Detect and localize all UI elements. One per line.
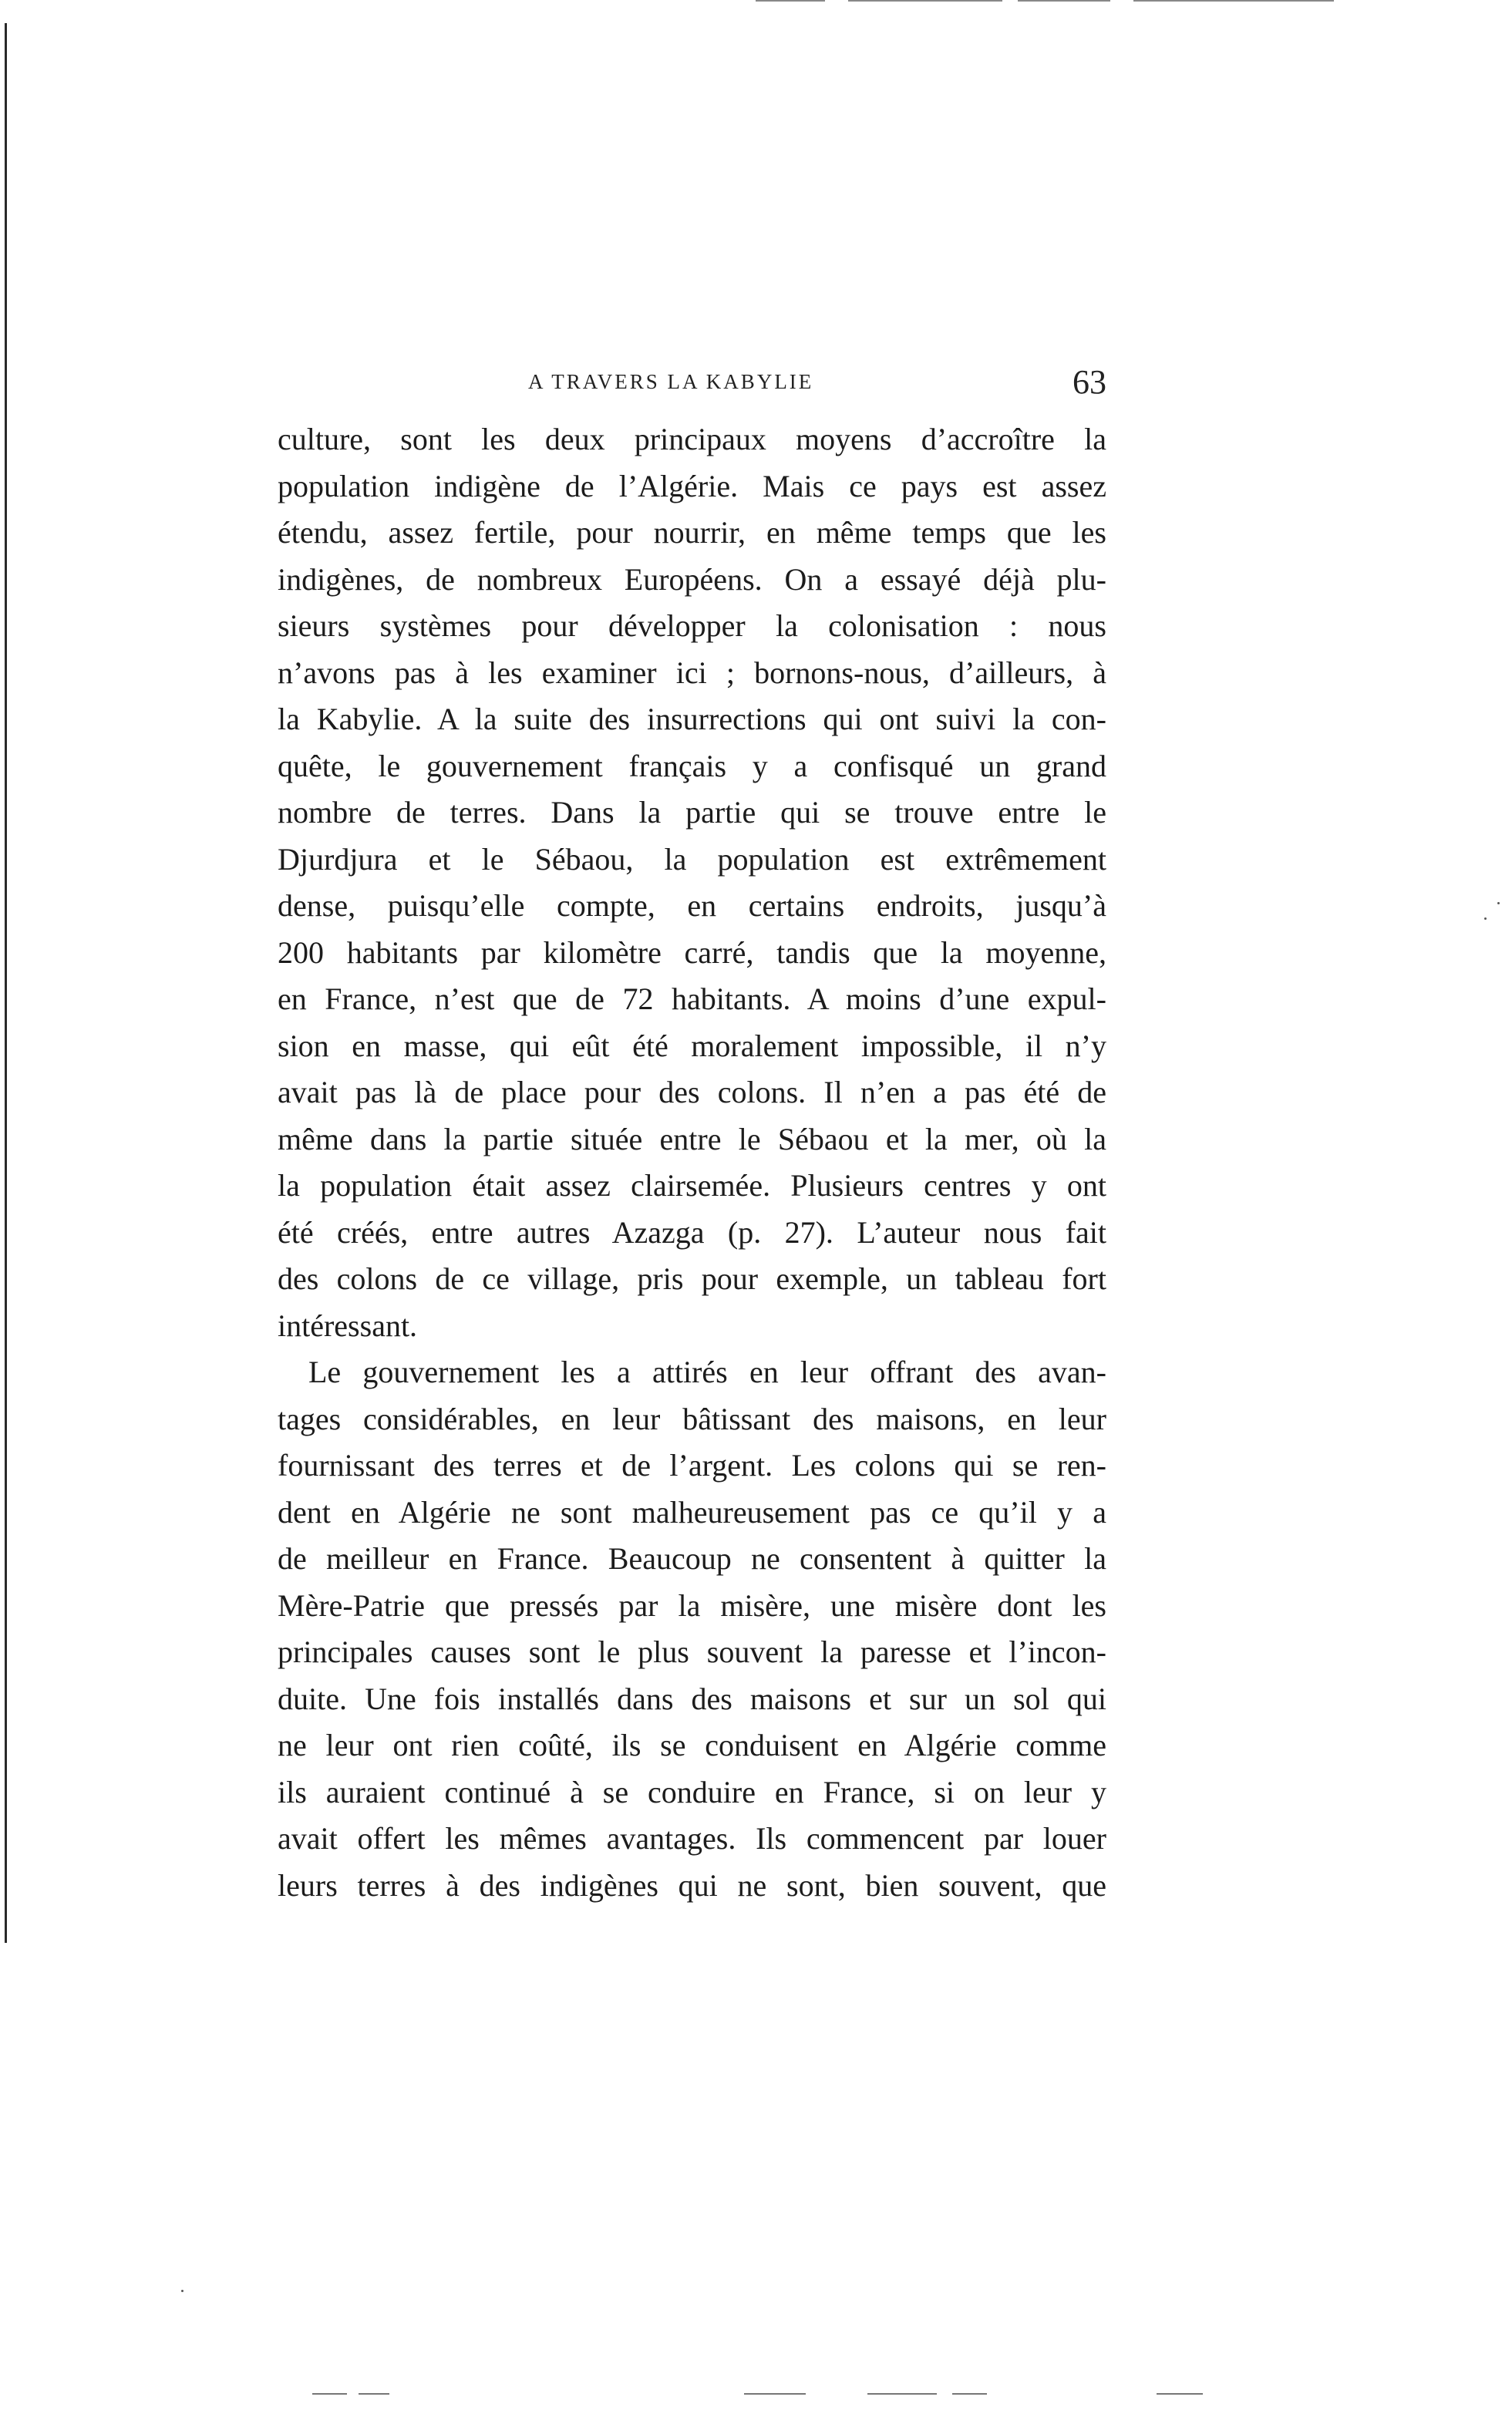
scan-artifact-bottom <box>952 2393 987 2395</box>
body-text <box>278 416 1106 1909</box>
text-line: population indigène de l’Algérie. Mais ce pays est assez <box>278 468 1106 503</box>
text-line: n’avons pas à les examiner ici ; bornons-nous, d’ailleurs, à <box>278 655 1106 690</box>
text-line: fournissant des terres et de l’argent. Les colons qui se ren- <box>278 1448 1106 1483</box>
text-line: nombre de terres. Dans la partie qui se trouve entre le <box>278 795 1106 830</box>
text-line: dense, puisqu’elle compte, en certains endroits, jusqu’à <box>278 888 1106 923</box>
text-line: la Kabylie. A la suite des insurrections qui ont suivi la con- <box>278 702 1106 736</box>
page-number: 63 <box>1073 363 1106 401</box>
text-line: ne leur ont rien coûté, ils se conduisent en Algérie comme <box>278 1728 1106 1762</box>
text-line: sieurs systèmes pour développer la colonisation : nous <box>278 608 1106 643</box>
scan-artifact-bottom <box>867 2393 937 2395</box>
text-line: de meilleur en France. Beaucoup ne consentent à quitter la <box>278 1541 1106 1576</box>
text-line: la population était assez clairsemée. Plusieurs centres y ont <box>278 1168 1106 1203</box>
text-line: dent en Algérie ne sont malheureusement pas ce qu’il y a <box>278 1494 1106 1530</box>
text-line: même dans la partie située entre le Sébaou et la mer, où la <box>278 1121 1106 1156</box>
scan-artifact-top <box>1018 0 1110 2</box>
scan-artifact-bottom <box>312 2393 347 2395</box>
text-line: tages considérables, en leur bâtissant des maisons, en leur <box>278 1401 1106 1436</box>
text-line: avait offert les mêmes avantages. Ils commencent par louer <box>278 1821 1106 1856</box>
text-line: culture, sont les deux principaux moyens d’accroître la <box>278 422 1106 456</box>
scan-artifact-bottom <box>359 2393 389 2395</box>
text-line: duite. Une fois installés dans des maisons et sur un sol qui <box>278 1681 1106 1716</box>
text-line: des colons de ce village, pris pour exemple, un tableau fort <box>278 1261 1106 1296</box>
text-line: quête, le gouvernement français y a confisqué un grand <box>278 748 1106 783</box>
text-line: leurs terres à des indigènes qui ne sont, bien souvent, que <box>278 1867 1106 1903</box>
scan-artifact-bottom <box>1157 2393 1203 2395</box>
text-line: Le gouvernement les a attirés en leur offrant des avan- <box>308 1355 1106 1389</box>
text-line: principales causes sont le plus souvent la paresse et l’incon- <box>278 1634 1106 1669</box>
scan-artifact-top <box>848 0 1002 2</box>
text-line: 200 habitants par kilomètre carré, tandis que la moyenne, <box>278 934 1106 970</box>
scan-speck <box>181 2290 184 2292</box>
text-line: indigènes, de nombreux Européens. On a essayé déjà plu- <box>278 561 1106 597</box>
scan-speck <box>1484 917 1487 920</box>
text-line: intéressant. <box>278 1308 418 1343</box>
running-title: A TRAVERS LA KABYLIE <box>528 370 814 393</box>
text-line: Djurdjura et le Sébaou, la population est extrêmement <box>278 841 1106 877</box>
scan-speck <box>1497 902 1500 904</box>
text-line: Mère-Patrie que pressés par la misère, une misère dont les <box>278 1587 1106 1623</box>
scan-artifact-top <box>756 0 825 2</box>
scan-artifact-top <box>1133 0 1334 2</box>
text-line: avait pas là de place pour des colons. Il n’en a pas été de <box>278 1075 1106 1109</box>
text-line: été créés, entre autres Azazga (p. 27). L’auteur nous fait <box>278 1214 1106 1250</box>
scan-artifact-bottom <box>744 2393 806 2395</box>
text-line: étendu, assez fertile, pour nourrir, en même temps que les <box>278 515 1106 550</box>
text-line: sion en masse, qui eût été moralement impossible, il n’y <box>278 1028 1106 1063</box>
running-header <box>278 362 1106 409</box>
text-line: ils auraient continué à se conduire en France, si on leur y <box>278 1774 1106 1809</box>
text-line: en France, n’est que de 72 habitants. A moins d’une expul- <box>278 981 1106 1016</box>
page-edge-rule <box>5 23 7 1943</box>
